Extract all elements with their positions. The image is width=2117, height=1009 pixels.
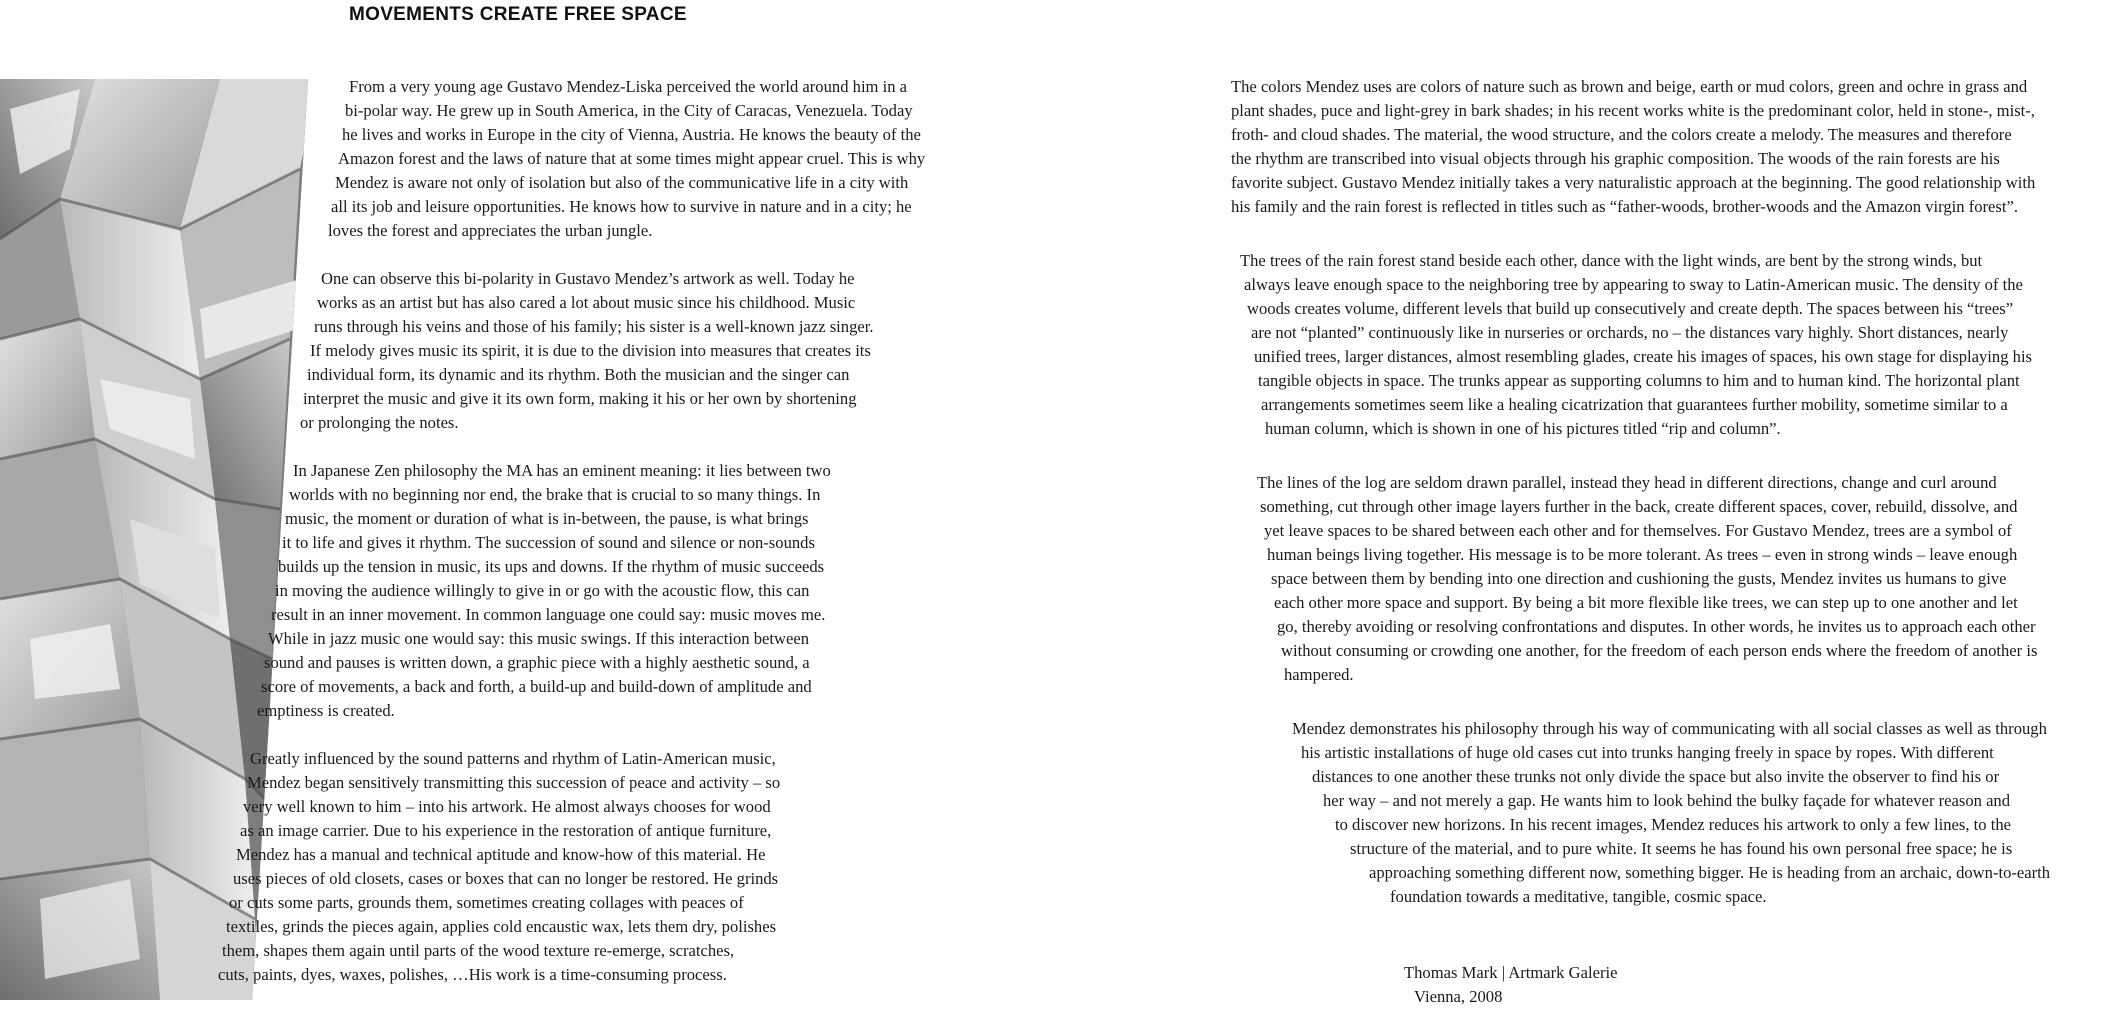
text-line: If melody gives music its spirit, it is due to the division into measures that creates its: [310, 341, 871, 360]
text-line: arrangements sometimes seem like a healing cicatrization that guarantees further mobility, sometime similar to a: [1261, 395, 2008, 414]
text-line: very well known to him – into his artwork. He almost always chooses for wood: [243, 797, 771, 816]
text-line: Greatly influenced by the sound patterns and rhythm of Latin-American music,: [250, 749, 776, 768]
text-line: structure of the material, and to pure white. It seems he has found his own personal free space; he is: [1350, 839, 2013, 858]
text-line: his artistic installations of huge old cases cut into trunks hanging freely in space by ropes. With different: [1301, 743, 1994, 762]
text-line: score of movements, a back and forth, a build-up and build-down of amplitude and: [261, 677, 812, 696]
text-line: While in jazz music one would say: this music swings. If this interaction between: [268, 629, 810, 648]
text-line: sound and pauses is written down, a graphic piece with a highly aesthetic sound, a: [264, 653, 810, 672]
text-line: human column, which is shown in one of his pictures titled “rip and column”.: [1265, 419, 1781, 438]
text-line: to discover new horizons. In his recent images, Mendez reduces his artwork to only a few lines, to the: [1335, 815, 2012, 834]
text-line: yet leave spaces to be shared between each other and for themselves. For Gustavo Mendez, trees are a symbol of: [1264, 521, 2012, 540]
text-line: Mendez demonstrates his philosophy through his way of communicating with all social classes as well as through: [1292, 719, 2047, 738]
text-line: runs through his veins and those of his family; his sister is a well-known jazz singer.: [314, 317, 874, 336]
text-line: interpret the music and give it its own form, making it his or her own by shortening: [303, 389, 857, 408]
text-line: textiles, grinds the pieces again, applies cold encaustic wax, lets them dry, polishes: [226, 917, 777, 936]
text-line: The trees of the rain forest stand beside each other, dance with the light winds, are bent by the strong winds, but: [1240, 251, 1983, 270]
text-line: The colors Mendez uses are colors of nature such as brown and beige, earth or mud colors, green and ochre in grass and: [1231, 77, 2028, 96]
text-line: are not “planted” continuously like in nurseries or orchards, no – the distances vary highly. Short distances, nearly: [1251, 323, 2009, 342]
text-line: them, shapes them again until parts of the wood texture re-emerge, scratches,: [222, 941, 735, 960]
text-line: cuts, paints, dyes, waxes, polishes, …His work is a time-consuming process.: [218, 965, 727, 984]
text-line: worlds with no beginning nor end, the brake that is crucial to so many things. In: [289, 485, 821, 504]
text-line: Mendez has a manual and technical aptitude and know-how of this material. He: [236, 845, 766, 864]
text-line: works as an artist but has also cared a lot about music since his childhood. Music: [317, 293, 856, 312]
text-line: foundation towards a meditative, tangible, cosmic space.: [1390, 887, 1767, 906]
text-line: The lines of the log are seldom drawn parallel, instead they head in different directions, change and curl around: [1257, 473, 1997, 492]
text-line: his family and the rain forest is reflected in titles such as “father-woods, brother-woods and the Amazon virgin forest”.: [1231, 197, 2019, 216]
text-line: woods creates volume, different levels that build up consecutively and create depth. The spaces between his “trees”: [1247, 299, 2014, 318]
text-line: as an image carrier. Due to his experience in the restoration of antique furniture,: [240, 821, 772, 840]
page-title: MOVEMENTS CREATE FREE SPACE: [349, 4, 687, 25]
text-line: distances to one another these trunks not only divide the space but also invite the observer to find his or: [1312, 767, 2000, 786]
signature-place-date: Vienna, 2008: [1414, 987, 1503, 1006]
text-line: One can observe this bi-polarity in Gustavo Mendez’s artwork as well. Today he: [321, 269, 855, 288]
text-line: space between them by bending into one direction and cushioning the gusts, Mendez invites us humans to give: [1271, 569, 2007, 588]
text-line: it to life and gives it rhythm. The succession of sound and silence or non-sounds: [282, 533, 815, 552]
text-line: or cuts some parts, grounds them, sometimes creating collages with peaces of: [229, 893, 744, 912]
text-line: human beings living together. His message is to be more tolerant. As trees – even in strong winds – leave enough: [1267, 545, 2018, 564]
text-line: uses pieces of old closets, cases or boxes that can no longer be restored. He grinds: [233, 869, 779, 888]
text-line: each other more space and support. By being a bit more flexible like trees, we can step up to one another and let: [1274, 593, 2018, 612]
text-line: unified trees, larger distances, almost resembling glades, create his images of spaces, his own stage for displaying his: [1254, 347, 2033, 366]
text-line: Mendez is aware not only of isolation but also of the communicative life in a city with: [335, 173, 909, 192]
text-line: something, cut through other image layers further in the back, create different spaces, cover, rebuild, dissolve, and: [1260, 497, 2018, 516]
text-line: plant shades, puce and light-grey in bark shades; in his recent works white is the predominant color, held in stone-, mist-,: [1231, 101, 2035, 120]
text-line: Amazon forest and the laws of nature that at some times might appear cruel. This is why: [338, 149, 926, 168]
text-line: favorite subject. Gustavo Mendez initially takes a very naturalistic approach at the beginning. The good relationship with: [1231, 173, 2036, 192]
text-line: go, thereby avoiding or resolving confrontations and disputes. In other words, he invites us to approach each other: [1277, 617, 2036, 636]
text-line: music, the moment or duration of what is in-between, the pause, is what brings: [285, 509, 809, 528]
text-line: approaching something different now, something bigger. He is heading from an archaic, down-to-earth: [1369, 863, 2051, 882]
text-line: In Japanese Zen philosophy the MA has an eminent meaning: it lies between two: [293, 461, 831, 480]
signature-author: Thomas Mark | Artmark Galerie: [1404, 963, 1618, 982]
text-line: froth- and cloud shades. The material, the wood structure, and the colors create a melody. The measures and therefore: [1231, 125, 2012, 144]
text-line: tangible objects in space. The trunks appear as supporting columns to him and to human kind. The horizontal plant: [1258, 371, 2020, 390]
text-line: all its job and leisure opportunities. He knows how to survive in nature and in a city; he: [331, 197, 912, 216]
text-line: individual form, its dynamic and its rhythm. Both the musician and the singer can: [307, 365, 850, 384]
text-line: builds up the tension in music, its ups and downs. If the rhythm of music succeeds: [278, 557, 825, 576]
text-line: without consuming or crowding one another, for the freedom of each person ends where the freedom of another is: [1281, 641, 2038, 660]
text-line: Mendez began sensitively transmitting this succession of peace and activity – so: [247, 773, 781, 792]
text-line: always leave enough space to the neighboring tree by appearing to sway to Latin-American music. The density of the: [1244, 275, 2023, 294]
text-line: he lives and works in Europe in the city of Vienna, Austria. He knows the beauty of the: [342, 125, 921, 144]
text-line: loves the forest and appreciates the urban jungle.: [328, 221, 653, 240]
text-line: From a very young age Gustavo Mendez-Liska perceived the world around him in a: [349, 77, 908, 96]
text-line: bi-polar way. He grew up in South America, in the City of Caracas, Venezuela. Today: [345, 101, 913, 120]
text-line: her way – and not merely a gap. He wants him to look behind the bulky façade for whatever reason and: [1323, 791, 2011, 810]
text-line: emptiness is created.: [257, 701, 395, 720]
text-line: result in an inner movement. In common language one could say: music moves me.: [271, 605, 826, 624]
text-line: hampered.: [1284, 665, 1354, 684]
text-line: in moving the audience willingly to give in or go with the acoustic flow, this can: [275, 581, 810, 600]
text-line: or prolonging the notes.: [300, 413, 459, 432]
text-line: the rhythm are transcribed into visual objects through his graphic composition. The woods of the rain forests are his: [1231, 149, 2000, 168]
